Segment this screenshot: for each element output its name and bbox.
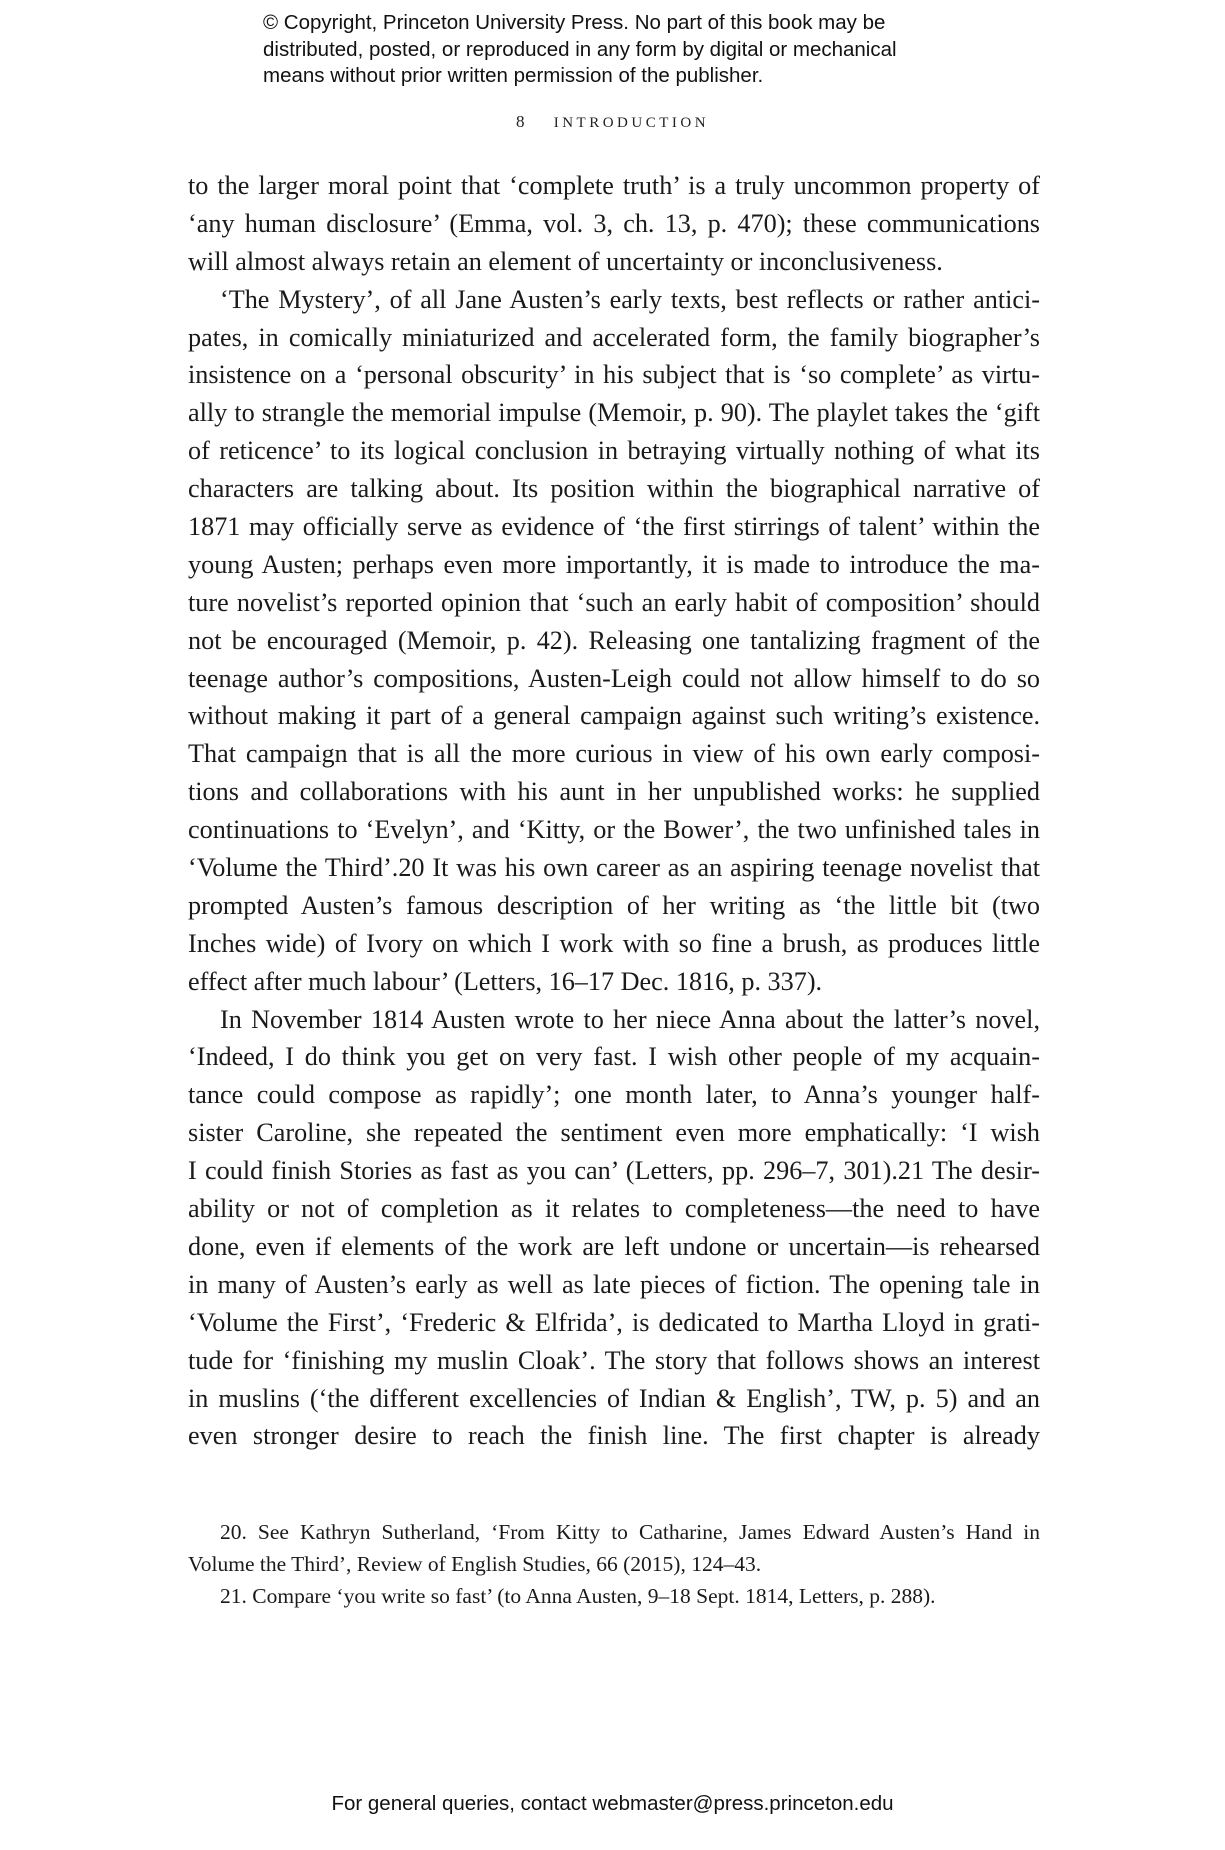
text-line: tance could compose as rapidly’; one month later, to Anna’s younger half-	[188, 1080, 1040, 1110]
footer-contact: For general queries, contact webmaster@press.princeton.edu	[331, 1792, 894, 1815]
chapter-title: INTRODUCTION	[553, 115, 710, 131]
text-line: of reticence’ to its logical conclusion in betraying virtually nothing of what its	[188, 436, 1040, 466]
running-head	[0, 112, 1225, 132]
text-line: prompted Austen’s famous description of her writing as ‘the little bit (two	[188, 890, 1040, 920]
text-line: tude for ‘finishing my muslin Cloak’. The story that follows shows an interest	[188, 1345, 1040, 1375]
text-line: ture novelist’s reported opinion that ‘such an early habit of composition’ should	[188, 587, 1040, 617]
text-line: in muslins (‘the different excellencies of Indian & English’, TW, p. 5) and an	[188, 1383, 1040, 1413]
text-line: ‘any human disclosure’ (Emma, vol. 3, ch. 13, p. 470); these communications	[188, 208, 1040, 238]
text-line: pates, in comically miniaturized and accelerated form, the family biographer’s	[188, 322, 1040, 352]
footnote-line: 21. Compare ‘you write so fast’ (to Anna Austen, 9–18 Sept. 1814, Letters, p. 288).	[220, 1584, 936, 1608]
text-line: not be encouraged (Memoir, p. 42). Releasing one tantalizing fragment of the	[188, 625, 1040, 655]
text-line: will almost always retain an element of uncertainty or inconclusiveness.	[188, 246, 943, 276]
text-line: to the larger moral point that ‘complete truth’ is a truly uncommon property of	[188, 171, 1040, 200]
text-line: ‘Volume the First’, ‘Frederic & Elfrida’, is dedicated to Martha Lloyd in grati-	[188, 1307, 1040, 1337]
text-line: effect after much labour’ (Letters, 16–17 Dec. 1816, p. 337).	[188, 966, 823, 996]
text-line: insistence on a ‘personal obscurity’ in his subject that is ‘so complete’ as virtu-	[188, 360, 1040, 390]
footnotes	[188, 1516, 1040, 1612]
text-line: That campaign that is all the more curious in view of his own early composi-	[188, 739, 1040, 769]
text-line: 1871 may officially serve as evidence of ‘the first stirrings of talent’ within the	[188, 512, 1040, 542]
text-line: sister Caroline, she repeated the sentiment even more emphatically: ‘I wish	[188, 1118, 1040, 1148]
text-line: I could finish Stories as fast as you can’ (Letters, pp. 296–7, 301).21 The desir-	[188, 1156, 1040, 1186]
body-text	[188, 167, 1040, 1455]
text-line: ‘The Mystery’, of all Jane Austen’s early texts, best reflects or rather antici-	[220, 284, 1040, 314]
text-line: ‘Volume the Third’.20 It was his own career as an aspiring teenage novelist that	[188, 853, 1040, 883]
text-line: ‘Indeed, I do think you get on very fast. I wish other people of my acquain-	[188, 1042, 1040, 1072]
text-line: teenage author’s compositions, Austen-Leigh could not allow himself to do so	[188, 663, 1040, 693]
page-number: 8	[515, 112, 525, 131]
copyright-line: © Copyright, Princeton University Press. No part of this book may be	[263, 11, 886, 34]
text-line: done, even if elements of the work are left undone or uncertain—is rehearsed	[188, 1231, 1040, 1261]
text-line: ability or not of completion as it relates to completeness—the need to have	[188, 1194, 1040, 1224]
text-line: without making it part of a general campaign against such writing’s existence.	[188, 701, 1040, 731]
copyright-line: distributed, posted, or reproduced in any form by digital or mechanical	[263, 37, 897, 61]
text-line: even stronger desire to reach the finish line. The first chapter is already	[188, 1421, 1040, 1451]
copyright-line: means without prior written permission of the publisher.	[263, 64, 764, 87]
text-line: In November 1814 Austen wrote to her niece Anna about the latter’s novel,	[220, 1004, 1040, 1034]
text-line: ally to strangle the memorial impulse (Memoir, p. 90). The playlet takes the ‘gift	[188, 398, 1040, 428]
copyright-notice	[263, 10, 1023, 90]
footnote-line: 20. See Kathryn Sutherland, ‘From Kitty to Catharine, James Edward Austen’s Hand in	[220, 1520, 1040, 1544]
text-line: in many of Austen’s early as well as late pieces of fiction. The opening tale in	[188, 1269, 1040, 1299]
text-line: continuations to ‘Evelyn’, and ‘Kitty, or the Bower’, the two unfinished tales in	[188, 815, 1040, 845]
text-line: young Austen; perhaps even more importantly, it is made to introduce the ma-	[188, 549, 1040, 579]
text-line: tions and collaborations with his aunt in her unpublished works: he supplied	[188, 777, 1040, 807]
text-line: Inches wide) of Ivory on which I work with so fine a brush, as produces little	[188, 928, 1040, 958]
text-line: characters are talking about. Its position within the biographical narrative of	[188, 474, 1040, 504]
footnote-line: Volume the Third’, Review of English Studies, 66 (2015), 124–43.	[188, 1552, 762, 1576]
